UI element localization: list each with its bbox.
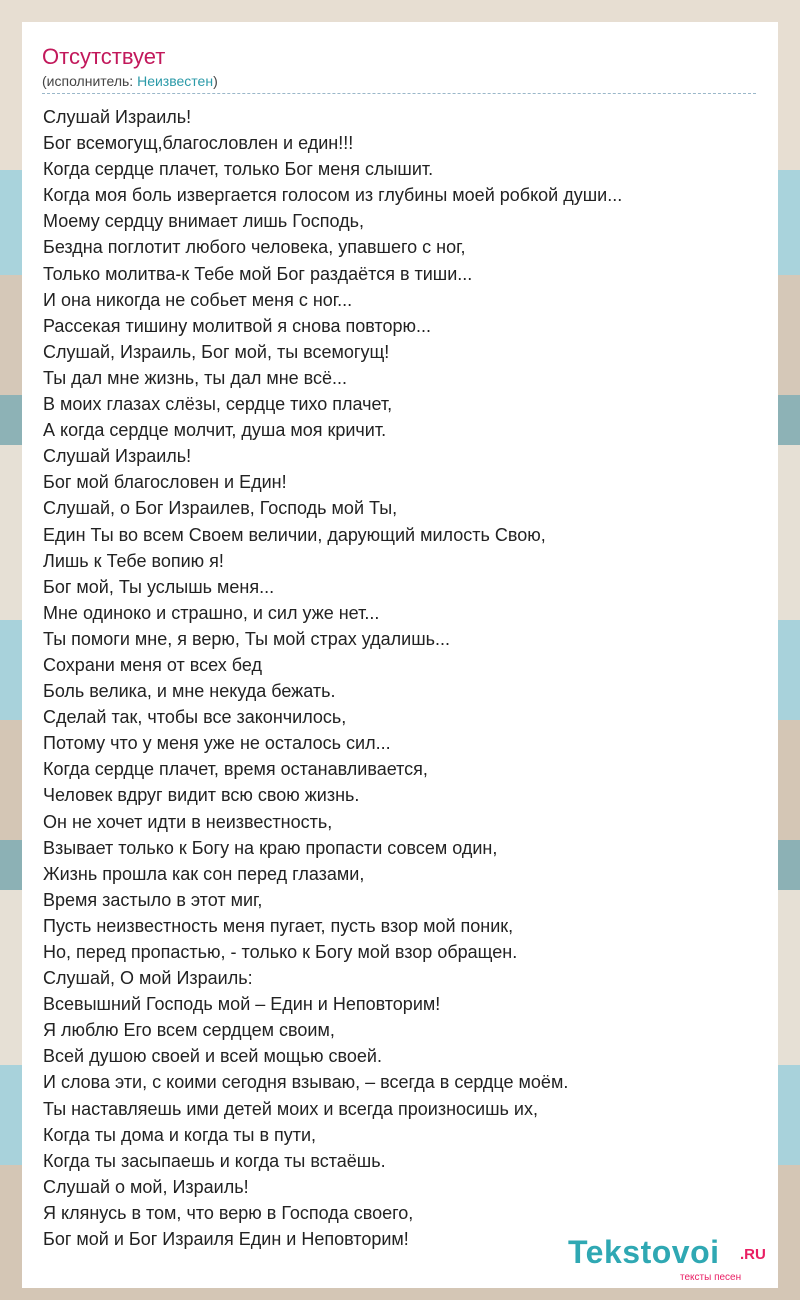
lyric-line: В моих глазах слёзы, сердце тихо плачет, bbox=[43, 394, 393, 415]
lyric-line: Время застыло в этот миг, bbox=[43, 889, 263, 910]
lyric-line: Ты дал мне жизнь, ты дал мне всё... bbox=[43, 367, 348, 388]
lyric-line: Слушай Израиль! bbox=[43, 107, 192, 127]
lyric-line: Бог мой и Бог Израиля Един и Неповторим! bbox=[43, 1229, 409, 1250]
lyric-line: Потому что у меня уже не осталось сил... bbox=[43, 733, 391, 754]
lyric-line: Бездна поглотит любого человека, упавшего с ног, bbox=[43, 237, 466, 258]
performer-line bbox=[42, 72, 756, 94]
lyric-line: Ты наставляешь ими детей моих и всегда произносишь их, bbox=[43, 1098, 538, 1119]
lyric-line: Но, перед пропастью, - только к Богу мой взор обращен. bbox=[43, 942, 518, 962]
lyric-line: Когда сердце плачет, только Бог меня слышит. bbox=[43, 159, 434, 180]
lyric-line: Только молитва-к Тебе мой Бог раздаётся в тиши... bbox=[43, 263, 473, 284]
lyric-line: Бог мой благословен и Един! bbox=[43, 472, 287, 493]
lyric-line: И слова эти, с коими сегодня взываю, – всегда в сердце моём. bbox=[43, 1072, 569, 1093]
lyric-line: Мне одиноко и страшно, и сил уже нет... bbox=[43, 602, 380, 623]
lyric-line: Моему сердцу внимает лишь Господь, bbox=[43, 211, 364, 232]
lyric-line: Бог мой, Ты услышь меня... bbox=[43, 576, 275, 597]
lyric-line: Рассекая тишину молитвой я снова повторю... bbox=[43, 315, 431, 336]
lyric-line: Пусть неизвестность меня пугает, пусть взор мой поник, bbox=[43, 915, 514, 936]
lyric-line: Сохрани меня от всех бед bbox=[43, 654, 262, 675]
logo-name: Tekstovoi bbox=[568, 1234, 720, 1270]
lyric-line: Сделай так, чтобы все закончилось, bbox=[43, 707, 347, 728]
lyric-line: Всей душою своей и всей мощью своей. bbox=[43, 1046, 382, 1067]
logo-suffix: .RU bbox=[740, 1246, 766, 1263]
site-logo[interactable] bbox=[568, 1232, 778, 1282]
lyric-line: Когда сердце плачет, время останавливается, bbox=[43, 759, 428, 780]
lyric-line: Человек вдруг видит всю свою жизнь. bbox=[43, 785, 360, 806]
lyric-line: Когда ты дома и когда ты в пути, bbox=[43, 1124, 317, 1145]
lyric-line: Боль велика, и мне некуда бежать. bbox=[43, 681, 336, 702]
lyric-line: Когда ты засыпаешь и когда ты встаёшь. bbox=[43, 1150, 386, 1171]
lyric-line: Бог всемогущ,благословлен и един!!! bbox=[43, 133, 354, 154]
lyric-line: И она никогда не собьет меня с ног... bbox=[43, 289, 353, 310]
lyrics-text bbox=[43, 104, 758, 1252]
lyric-line: Ты помоги мне, я верю, Ты мой страх удалишь... bbox=[43, 628, 451, 649]
lyric-line: Взывает только к Богу на краю пропасти совсем один, bbox=[43, 837, 498, 858]
lyric-line: Слушай о мой, Израиль! bbox=[43, 1176, 249, 1197]
performer-link[interactable]: Неизвестен bbox=[137, 73, 214, 89]
lyric-line: Слушай Израиль! bbox=[43, 446, 192, 467]
song-header bbox=[42, 44, 756, 94]
lyrics-card bbox=[22, 22, 778, 1288]
lyric-line: Я люблю Его всем сердцем своим, bbox=[43, 1020, 335, 1041]
lyric-line: Жизнь прошла как сон перед глазами, bbox=[43, 863, 365, 884]
lyric-line: Он не хочет идти в неизвестность, bbox=[43, 811, 333, 832]
performer-suffix: ) bbox=[213, 73, 218, 89]
performer-prefix: (исполнитель: bbox=[42, 73, 138, 89]
song-title: Отсутствует bbox=[42, 44, 166, 69]
lyric-line: Я клянусь в том, что верю в Господа своего, bbox=[43, 1202, 414, 1223]
lyric-line: Всевышний Господь мой – Един и Неповторим! bbox=[43, 994, 441, 1015]
lyric-line: Лишь к Тебе вопию я! bbox=[43, 550, 224, 571]
lyric-line: Слушай, о Бог Израилев, Господь мой Ты, bbox=[43, 498, 398, 519]
logo-tagline: тексты песен bbox=[680, 1272, 742, 1283]
lyric-line: А когда сердце молчит, душа моя кричит. bbox=[43, 420, 387, 441]
lyric-line: Един Ты во всем Своем величии, дарующий милость Свою, bbox=[43, 524, 546, 545]
lyric-line: Когда моя боль извергается голосом из глубины моей робкой души... bbox=[43, 185, 623, 206]
lyric-line: Слушай, О мой Израиль: bbox=[43, 968, 253, 989]
lyric-line: Слушай, Израиль, Бог мой, ты всемогущ! bbox=[43, 341, 390, 362]
